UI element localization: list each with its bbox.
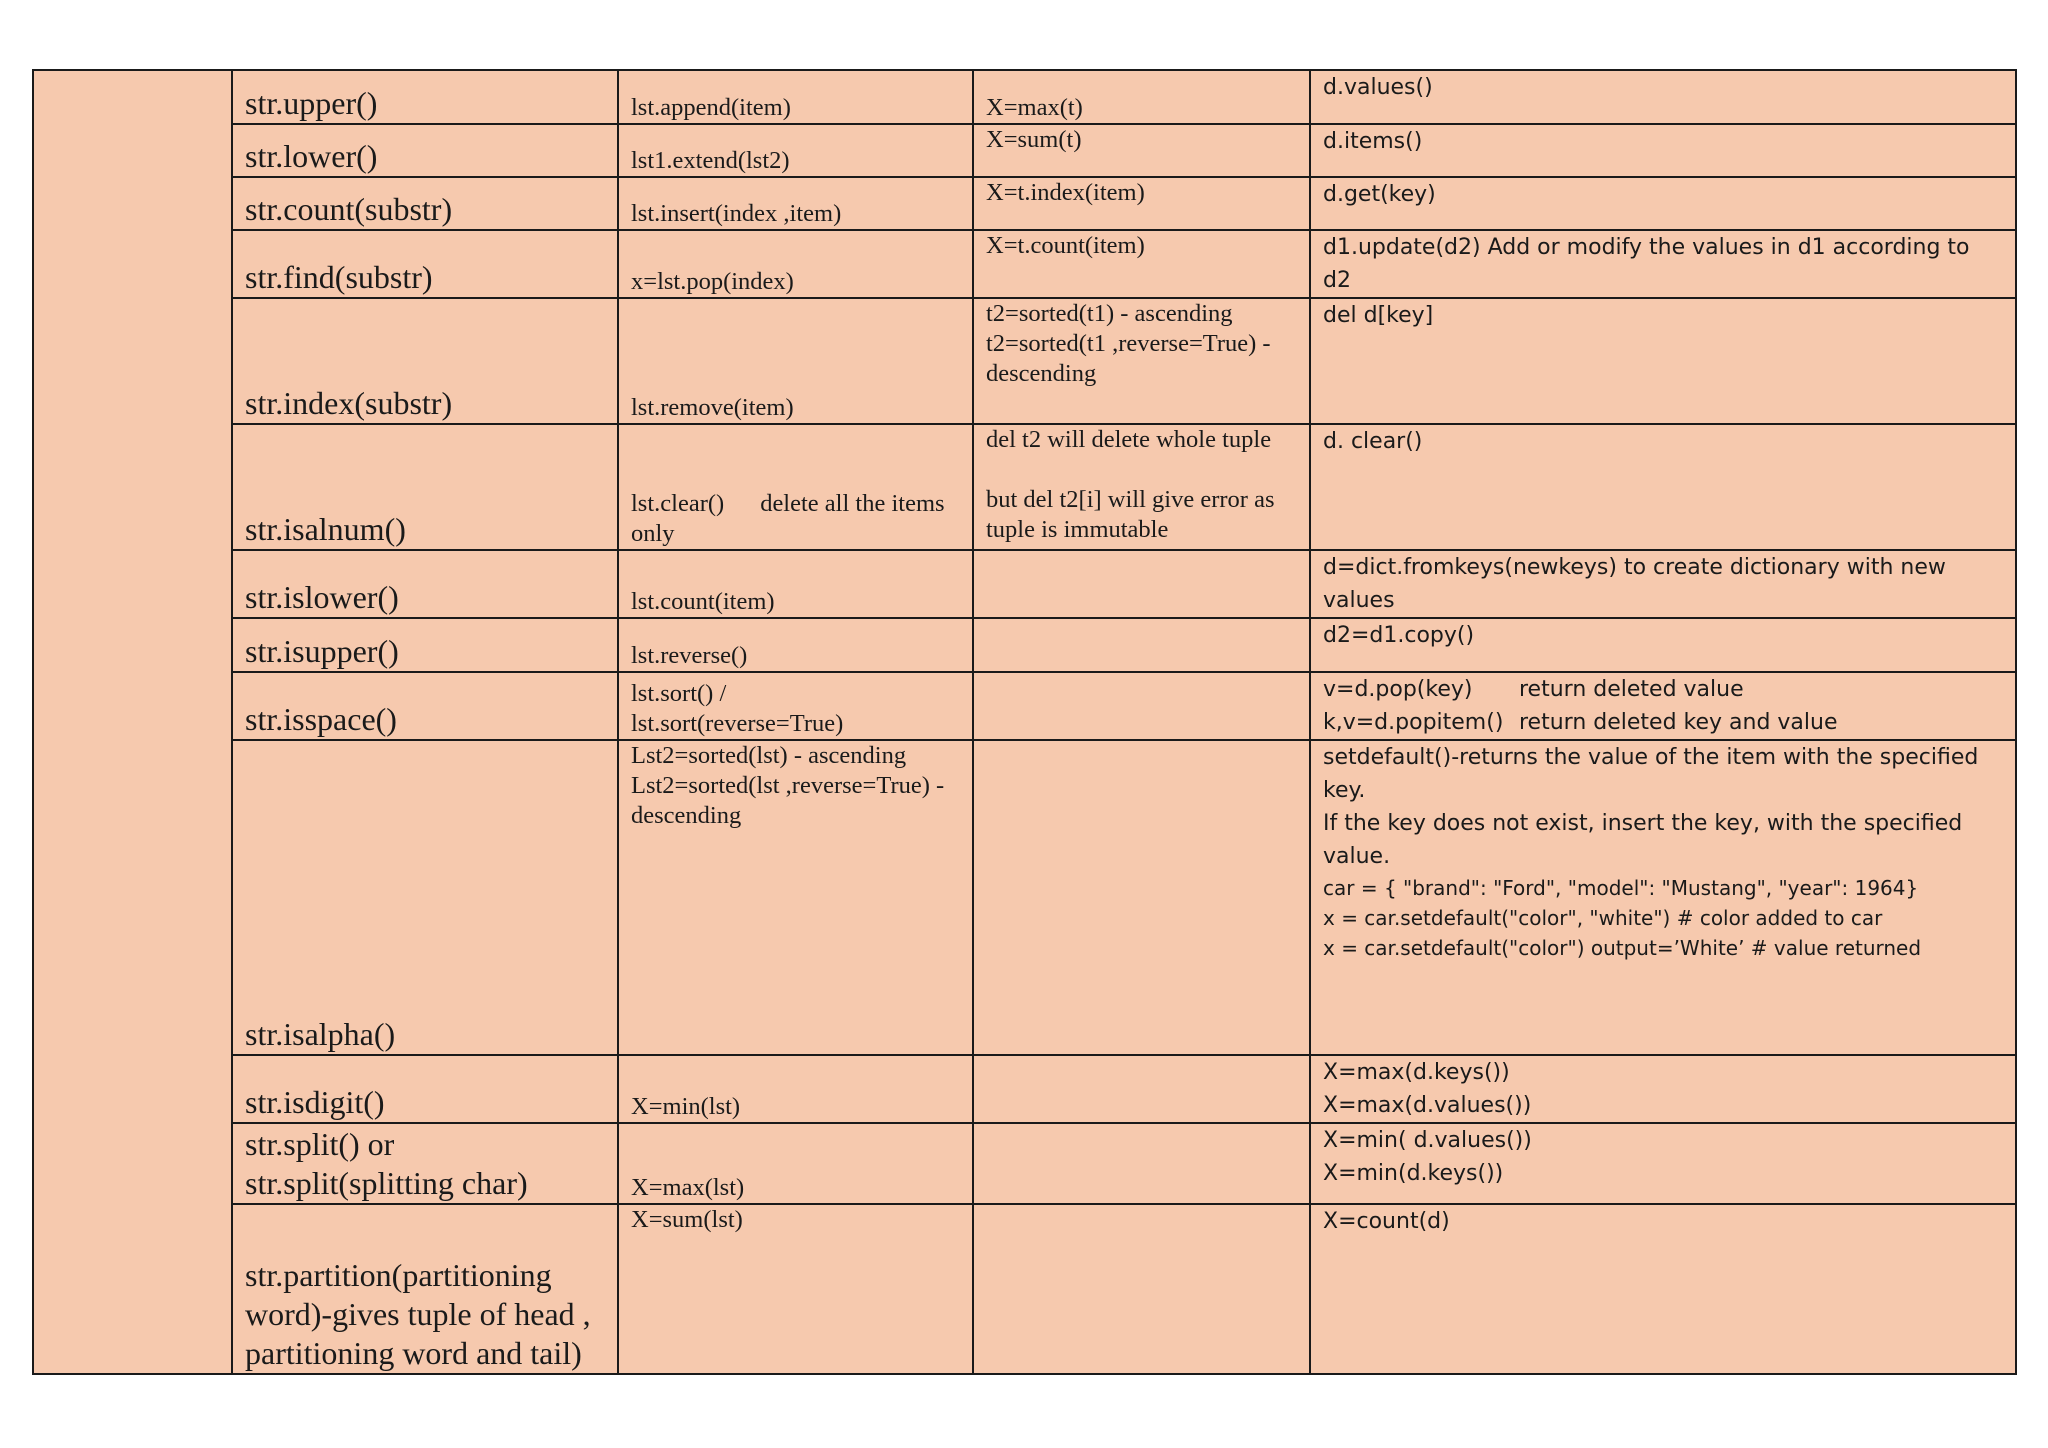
- dict-pop-method: v=d.pop(key): [1323, 677, 1473, 702]
- str-method-cell: str.index(substr): [232, 298, 618, 424]
- str-method-cell: str.count(substr): [232, 177, 618, 230]
- table-row: [33, 298, 2016, 424]
- tuple-method-cell: X=sum(t): [973, 124, 1310, 177]
- methods-table: [32, 69, 2017, 1375]
- list-clear-note: delete all the items: [760, 490, 945, 517]
- table-row: [33, 618, 2016, 672]
- dict-method-cell: d. clear(): [1310, 424, 2016, 550]
- table-row: [33, 424, 2016, 550]
- str-method-cell: str.lower(): [232, 124, 618, 177]
- str-partition-line-2: word)-gives tuple of head ,: [245, 1296, 591, 1332]
- list-method-cell: [618, 424, 973, 550]
- setdefault-description: setdefault()-returns the value of the item with the specified key.: [1323, 745, 1979, 803]
- str-method-cell: str.isspace(): [232, 672, 618, 740]
- dict-popitem-note: return deleted key and value: [1519, 710, 1838, 735]
- str-method-cell: str.isalpha(): [232, 740, 618, 1055]
- dict-pop-note: return deleted value: [1519, 677, 1744, 702]
- tuple-method-cell: [973, 618, 1310, 672]
- table-row: [33, 1204, 2016, 1374]
- dict-method-cell: [1310, 672, 2016, 740]
- list-clear-note-end: only: [631, 520, 675, 547]
- tuple-sorted-reverse: t2=sorted(t1 ,reverse=True) -: [986, 330, 1271, 357]
- tuple-method-cell: [973, 298, 1310, 424]
- tuple-sorted-ascending: t2=sorted(t1) - ascending: [986, 300, 1233, 327]
- table-row: [33, 70, 2016, 124]
- table-row: [33, 550, 2016, 618]
- tuple-method-cell: [973, 550, 1310, 618]
- tuple-method-cell: [973, 424, 1310, 550]
- tuple-del-item-error: but del t2[i] will give error as: [986, 486, 1275, 513]
- str-method-cell: str.upper(): [232, 70, 618, 124]
- tuple-method-cell: X=max(t): [973, 70, 1310, 124]
- dict-max-values: X=max(d.values()): [1323, 1093, 1532, 1118]
- tuple-method-cell: X=t.index(item): [973, 177, 1310, 230]
- setdefault-example-return: x = car.setdefault("color") output=’White’ # value returned: [1323, 936, 1922, 960]
- table-row: [33, 740, 2016, 1055]
- list-sort-method: lst.sort() /: [631, 680, 727, 707]
- table-row: [33, 1123, 2016, 1204]
- dict-method-cell: del d[key]: [1310, 298, 2016, 424]
- dict-method-cell: d2=d1.copy(): [1310, 618, 2016, 672]
- list-method-cell: lst.reverse(): [618, 618, 973, 672]
- dict-method-cell: [1310, 1055, 2016, 1123]
- list-method-cell: lst.remove(item): [618, 298, 973, 424]
- str-split-method: str.split() or: [245, 1126, 395, 1162]
- dict-method-cell: X=count(d): [1310, 1204, 2016, 1374]
- list-sorted-ascending: Lst2=sorted(lst) - ascending: [631, 742, 907, 769]
- str-method-cell: str.isdigit(): [232, 1055, 618, 1123]
- tuple-sorted-descending: descending: [986, 360, 1097, 387]
- list-method-cell: X=max(lst): [618, 1123, 973, 1204]
- list-method-cell: x=lst.pop(index): [618, 230, 973, 298]
- str-partition-line-3: partitioning word and tail): [245, 1335, 582, 1371]
- str-method-cell: str.isupper(): [232, 618, 618, 672]
- list-method-cell: X=min(lst): [618, 1055, 973, 1123]
- dict-method-cell: d=dict.fromkeys(newkeys) to create dictionary with new values: [1310, 550, 2016, 618]
- table-row: [33, 672, 2016, 740]
- table-row: [33, 1055, 2016, 1123]
- dict-method-cell: d.values(): [1310, 70, 2016, 124]
- setdefault-insert-note: If the key does not exist, insert the key, with the specified value.: [1323, 811, 1963, 869]
- tuple-method-cell: [973, 1204, 1310, 1374]
- tuple-method-cell: X=t.count(item): [973, 230, 1310, 298]
- dict-method-cell: d.get(key): [1310, 177, 2016, 230]
- tuple-method-cell: [973, 1055, 1310, 1123]
- table-row: [33, 177, 2016, 230]
- list-method-cell: lst1.extend(lst2): [618, 124, 973, 177]
- setdefault-example-dict: car = { "brand": "Ford", "model": "Mustang", "year": 1964}: [1323, 876, 1919, 900]
- str-split-char-method: str.split(splitting char): [245, 1165, 528, 1201]
- dict-method-cell: [1310, 740, 2016, 1055]
- dict-min-keys: X=min(d.keys()): [1323, 1161, 1504, 1186]
- list-sorted-reverse: Lst2=sorted(lst ,reverse=True) -: [631, 772, 945, 799]
- table-row: [33, 124, 2016, 177]
- blank-left-column: [33, 70, 232, 1374]
- methods-table-sheet: [32, 69, 2017, 1375]
- str-method-cell: str.isalnum(): [232, 424, 618, 550]
- tuple-method-cell: [973, 1123, 1310, 1204]
- table-row: [33, 230, 2016, 298]
- list-method-cell: lst.count(item): [618, 550, 973, 618]
- tuple-immutable-note: tuple is immutable: [986, 516, 1169, 543]
- dict-min-values: X=min( d.values()): [1323, 1128, 1532, 1153]
- list-clear-method: lst.clear(): [631, 490, 725, 517]
- list-method-cell: X=sum(lst): [618, 1204, 973, 1374]
- str-method-cell: str.islower(): [232, 550, 618, 618]
- str-partition-line-1: str.partition(partitioning: [245, 1257, 552, 1293]
- str-method-cell: str.find(substr): [232, 230, 618, 298]
- list-method-cell: lst.append(item): [618, 70, 973, 124]
- list-method-cell: [618, 672, 973, 740]
- setdefault-example-add: x = car.setdefault("color", "white") # color added to car: [1323, 906, 1883, 930]
- list-method-cell: [618, 740, 973, 1055]
- tuple-method-cell: [973, 672, 1310, 740]
- list-sorted-descending: descending: [631, 802, 742, 829]
- list-method-cell: lst.insert(index ,item): [618, 177, 973, 230]
- tuple-del-whole: del t2 will delete whole tuple: [986, 426, 1272, 453]
- dict-method-cell: d.items(): [1310, 124, 2016, 177]
- tuple-method-cell: [973, 740, 1310, 1055]
- str-method-cell: [232, 1123, 618, 1204]
- dict-max-keys: X=max(d.keys()): [1323, 1060, 1510, 1085]
- dict-method-cell: [1310, 1123, 2016, 1204]
- list-sort-reverse-method: lst.sort(reverse=True): [631, 710, 844, 737]
- str-method-cell: [232, 1204, 618, 1374]
- dict-popitem-method: k,v=d.popitem(): [1323, 710, 1504, 735]
- dict-method-cell: d1.update(d2) Add or modify the values in d1 according to d2: [1310, 230, 2016, 298]
